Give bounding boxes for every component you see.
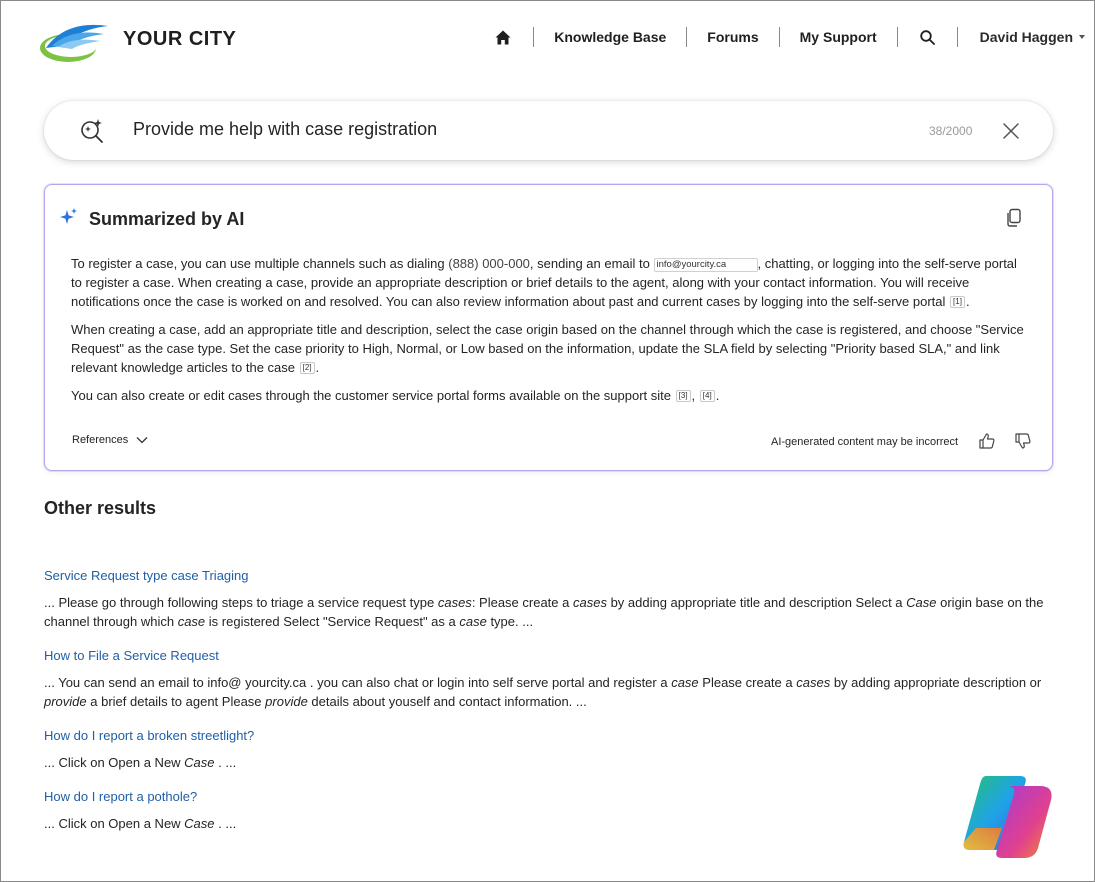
result-snippet: ... Click on Open a New Case . ... [44, 816, 237, 831]
summary-text: , sending an email to [529, 256, 650, 271]
summary-paragraph [71, 320, 1031, 377]
search-input[interactable]: Provide me help with case registration [133, 119, 438, 139]
home-icon [495, 30, 511, 45]
city-wave-logo[interactable] [38, 16, 110, 66]
summary-text: You can also create or edit cases through the customer service portal forms available on the support site [71, 388, 672, 403]
result-link-streetlight[interactable]: How do I report a broken streetlight? [44, 728, 255, 743]
summary-text: . [315, 360, 320, 375]
result-link-pothole[interactable]: How do I report a pothole? [44, 789, 198, 804]
nav-search-button[interactable] [898, 26, 957, 48]
result-link-triaging[interactable]: Service Request type case Triaging [44, 568, 249, 583]
summary-paragraph [71, 386, 1031, 405]
summary-text: , [691, 388, 696, 403]
citation-2[interactable]: [2] [300, 362, 315, 374]
phone-number[interactable]: (888) 000-000 [448, 256, 530, 271]
search-char-count: 38/2000 [929, 124, 973, 138]
nav-my-support[interactable]: My Support [799, 29, 877, 45]
summary-paragraph [71, 254, 1031, 311]
ai-disclaimer: AI-generated content may be incorrect [771, 436, 959, 448]
ai-search-icon [78, 117, 106, 145]
citation-4[interactable]: [4] [700, 390, 715, 402]
thumbs-down-icon[interactable] [1014, 432, 1032, 450]
citation-1[interactable]: [1] [950, 296, 965, 308]
caret-down-icon [1079, 35, 1085, 39]
user-menu[interactable] [958, 29, 1085, 45]
sparkle-icon [59, 207, 79, 227]
references-toggle[interactable] [72, 434, 148, 446]
result-snippet: ... Please go through following steps to triage a service request type cases: Please create a cases by adding appropriate title and description Select a Case origin base on the channel through which case is registered Select "Service Request" as a case type. ... [44, 595, 1044, 629]
thumbs-up-icon[interactable] [978, 432, 996, 450]
result-snippet: ... Click on Open a New Case . ... [44, 755, 237, 770]
other-results-heading: Other results [44, 498, 157, 518]
summary-text: . [965, 294, 970, 309]
brand-name[interactable]: YOUR CITY [123, 28, 237, 50]
home-link[interactable] [473, 26, 533, 48]
summary-text: To register a case, you can use multiple channels such as dialing [71, 256, 445, 271]
references-label: References [72, 434, 129, 446]
summary-body [71, 254, 1031, 414]
result-snippet: ... You can send an email to info@ yourcity.ca . you can also chat or login into self serve portal and register a case Please create a cases by adding appropriate description or provide a brief details to agent Please provide details about youself and contact information. ... [44, 675, 1042, 709]
result-link-file-service-request[interactable]: How to File a Service Request [44, 648, 219, 663]
close-icon[interactable] [1001, 121, 1021, 141]
summary-text: , chatting, or logging into the self-serve portal to register a case. When creating a case, provide an appropriate description or brief details to the agent, along with your contact information. You will receive notifications once the case is worked on and resolved. You can also review information about past and current cases by logging into the self-serve portal [71, 256, 1017, 309]
copy-icon[interactable] [1005, 208, 1023, 228]
email-chip[interactable]: info@yourcity.ca [654, 258, 758, 272]
copilot-logo[interactable] [958, 772, 1058, 862]
summary-title: Summarized by AI [89, 209, 245, 229]
nav-forums[interactable]: Forums [707, 29, 759, 45]
summary-text: When creating a case, add an appropriate title and description, select the case origin based on the channel through which the case is registered, and choose "Service Request" as the case type. Set the case priority to High, Normal, or Low based on the information, update the SLA field by selecting "Priority based SLA," and link relevant knowledge articles to the case [71, 322, 1024, 375]
site-header [0, 0, 1095, 76]
chevron-down-icon [136, 436, 148, 444]
search-icon [920, 30, 935, 45]
main-nav [473, 26, 1085, 48]
nav-knowledge-base[interactable]: Knowledge Base [554, 29, 667, 45]
user-name: David Haggen [979, 29, 1073, 45]
citation-3[interactable]: [3] [676, 390, 691, 402]
summary-text: . [715, 388, 720, 403]
